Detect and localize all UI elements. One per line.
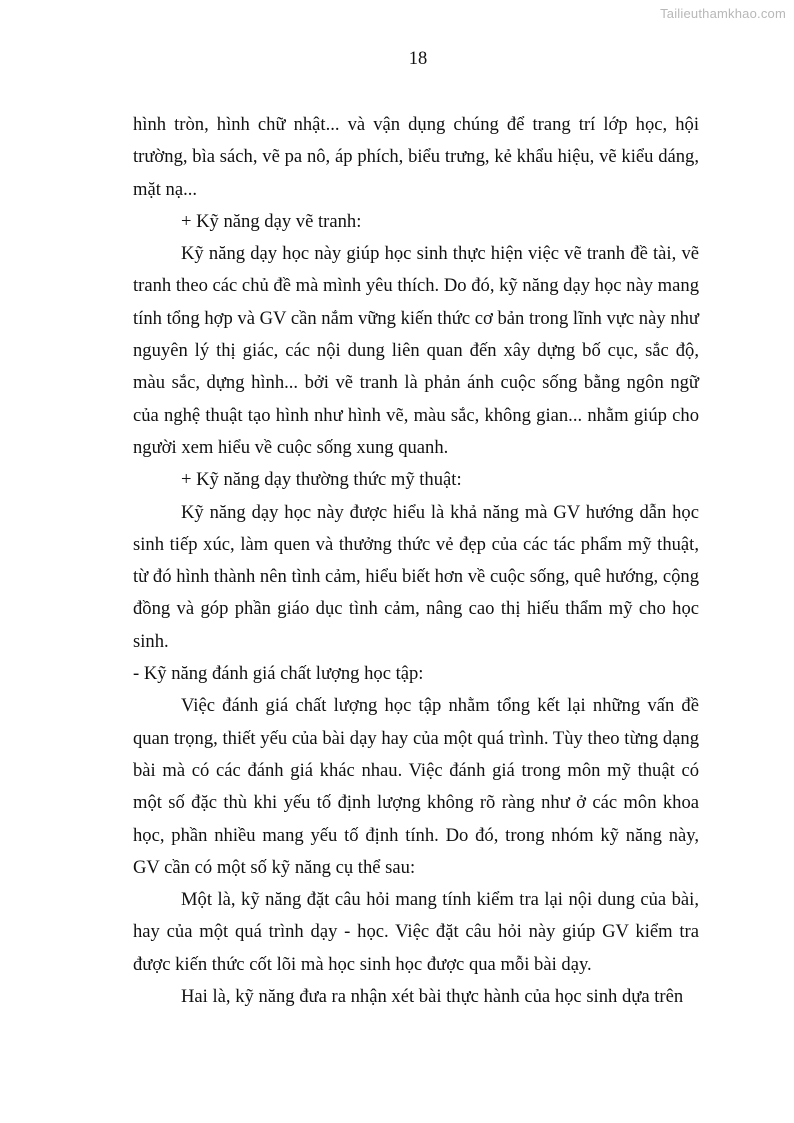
heading-drawing-skill: + Kỹ năng dạy vẽ tranh: — [181, 210, 362, 232]
paragraph-last: Hai là, kỹ năng đưa ra nhận xét bài thực hành của học sinh dựa trên — [181, 986, 684, 1008]
paragraph-continuation: hình tròn, hình chữ nhật... và vận dụng chúng để trang trí lớp học, hội trường, bìa sách, vẽ pa nô, áp phích, biểu trưng, kẻ khẩu hiệu, vẽ kiểu dáng, mặt nạ... — [133, 114, 699, 200]
paragraph: Một là, kỹ năng đặt câu hỏi mang tính kiểm tra lại nội dung của bài, hay của một quá trình dạy - học. Việc đặt câu hỏi này giúp GV kiểm tra được kiến thức cốt lõi mà học sinh học được qua mỗi bài dạy. — [133, 889, 699, 975]
document-body — [133, 109, 699, 1013]
watermark: Tailieuthamkhao.com — [660, 6, 786, 21]
heading-art-appreciation-skill: + Kỹ năng dạy thường thức mỹ thuật: — [181, 469, 462, 491]
heading-assessment-skill: - Kỹ năng đánh giá chất lượng học tập: — [133, 663, 424, 685]
paragraph: Việc đánh giá chất lượng học tập nhằm tổng kết lại những vấn đề quan trọng, thiết yếu của bài dạy hay của một quá trình. Tùy theo từng dạng bài mà có các đánh giá khác nhau. Việc đánh giá trong môn mỹ thuật có một số đặc thù khi yếu tố định lượng không rõ ràng như ở các môn khoa học, phần nhiều mang yếu tố định tính. Do đó, trong nhóm kỹ năng này, GV cần có một số kỹ năng cụ thể sau: — [133, 695, 699, 878]
page-number: 18 — [408, 49, 428, 69]
paragraph: Kỹ năng dạy học này giúp học sinh thực hiện việc vẽ tranh đề tài, vẽ tranh theo các chủ đề mà mình yêu thích. Do đó, kỹ năng dạy học này mang tính tổng hợp và GV cần nắm vững kiến thức cơ bản trong lĩnh vực này như nguyên lý thị giác, các nội dung liên quan đến xây dựng bố cục, sắc độ, màu sắc, dựng hình... bởi vẽ tranh là phản ánh cuộc sống bằng ngôn ngữ của nghệ thuật tạo hình như hình vẽ, màu sắc, không gian... nhằm giúp cho người xem hiểu về cuộc sống xung quanh. — [133, 243, 699, 458]
paragraph: Kỹ năng dạy học này được hiểu là khả năng mà GV hướng dẫn học sinh tiếp xúc, làm quen và thưởng thức vẻ đẹp của các tác phẩm mỹ thuật, từ đó hình thành nên tình cảm, hiểu biết hơn về cuộc sống, quê hướng, cộng đồng và góp phần giáo dục tình cảm, nâng cao thị hiếu thẩm mỹ cho học sinh. — [133, 501, 699, 652]
